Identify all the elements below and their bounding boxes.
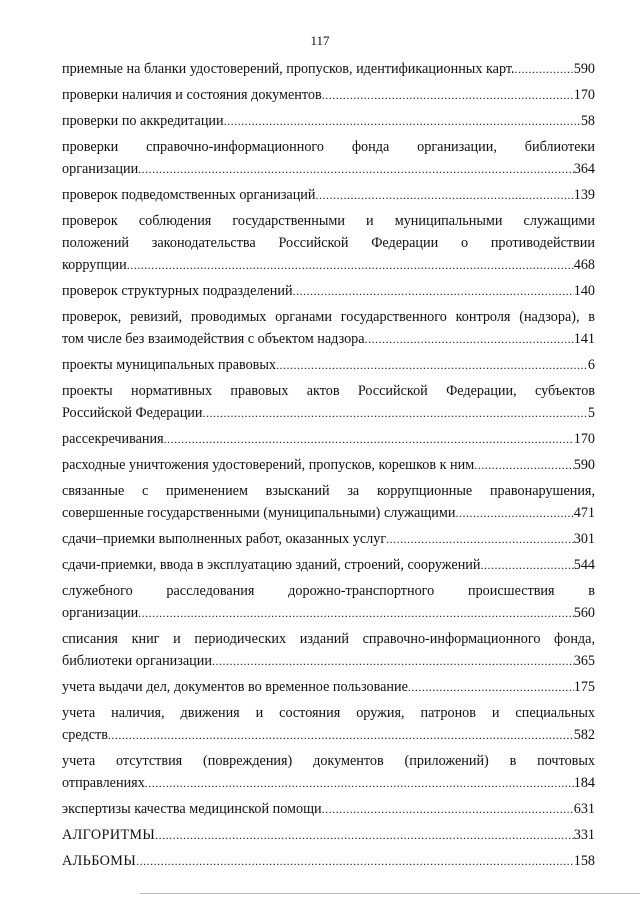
dot-leader <box>365 328 574 350</box>
page-reference: 141 <box>573 331 595 347</box>
page-reference: 184 <box>573 775 595 791</box>
entry-last-line <box>62 824 595 846</box>
index-entry <box>62 84 595 106</box>
entry-text: проверок подведомственных организаций <box>62 187 316 203</box>
dot-leader <box>276 354 588 376</box>
index-entry <box>62 110 595 132</box>
entry-last-line <box>62 650 595 672</box>
index-entry <box>62 136 595 180</box>
entry-text: организации <box>62 161 139 177</box>
entry-text-line: списания книг и периодических изданий справочно-информационного фонда, <box>62 631 595 647</box>
dot-leader <box>455 502 573 524</box>
dot-leader <box>322 84 574 106</box>
dot-leader <box>164 428 574 450</box>
page-reference: 58 <box>580 113 595 129</box>
entry-text: сдачи-приемки, ввода в эксплуатацию зданий, строений, сооружений <box>62 557 481 573</box>
dot-leader <box>108 724 574 746</box>
page-reference: 175 <box>573 679 595 695</box>
page-reference: 471 <box>573 505 595 521</box>
entry-last-line <box>62 58 595 80</box>
index-entry <box>62 750 595 794</box>
entry-last-line <box>62 724 595 746</box>
entry-last-line <box>62 428 595 450</box>
entry-last-line <box>62 772 595 794</box>
entry-text-line: проекты нормативных правовых актов Российской Федерации, субъектов <box>62 383 595 399</box>
dot-leader <box>322 798 574 820</box>
entry-last-line <box>62 850 595 872</box>
page-reference: 365 <box>573 653 595 669</box>
page-reference: 468 <box>573 257 595 273</box>
index-entry <box>62 58 595 80</box>
entry-text: том числе без взаимодействия с объектом надзора <box>62 331 365 347</box>
index-entry <box>62 628 595 672</box>
page-reference: 301 <box>573 531 595 547</box>
dot-leader <box>136 850 574 872</box>
page-reference: 6 <box>587 357 595 373</box>
entry-text: сдачи–приемки выполненных работ, оказанных услуг <box>62 531 387 547</box>
dot-leader <box>127 254 574 276</box>
page-reference: 170 <box>573 87 595 103</box>
entry-text: расходные уничтожения удостоверений, пропусков, корешков к ним <box>62 457 475 473</box>
entry-text: коррупции <box>62 257 127 273</box>
page-reference: 5 <box>587 405 595 421</box>
entry-text-line: учета наличия, движения и состояния оружия, патронов и специальных <box>62 705 595 721</box>
index-entry <box>62 702 595 746</box>
entry-text: проекты муниципальных правовых <box>62 357 277 373</box>
index-entry <box>62 676 595 698</box>
entry-text-line: связанные с применением взысканий за коррупционные правонарушения, <box>62 483 595 499</box>
page-reference: 331 <box>573 827 595 843</box>
entry-text: проверки наличия и состояния документов <box>62 87 322 103</box>
index-entry <box>62 428 595 450</box>
index-heading <box>62 824 595 846</box>
entry-last-line <box>62 676 595 698</box>
entry-last-line <box>62 798 595 820</box>
index-entry <box>62 306 595 350</box>
index-entry <box>62 380 595 424</box>
entry-text: учета выдачи дел, документов во временное пользование <box>62 679 408 695</box>
entry-last-line <box>62 280 595 302</box>
entry-text: проверки по аккредитации <box>62 113 224 129</box>
entry-last-line <box>62 454 595 476</box>
entry-text: приемные на бланки удостоверений, пропусков, идентификационных карт. <box>62 61 515 77</box>
index-entry <box>62 210 595 276</box>
entry-text: библиотеки организации <box>62 653 212 669</box>
bottom-divider <box>140 893 640 894</box>
entry-text: средств <box>62 727 108 743</box>
dot-leader <box>138 158 574 180</box>
page-reference: 590 <box>573 61 595 77</box>
index-heading <box>62 850 595 872</box>
entry-last-line <box>62 354 595 376</box>
page-reference: 139 <box>573 187 595 203</box>
index-entry <box>62 280 595 302</box>
entry-text-line: положений законодательства Российской Федерации о противодействии <box>62 235 595 251</box>
entry-last-line <box>62 502 595 524</box>
entry-text: Российской Федерации <box>62 405 203 421</box>
dot-leader <box>202 402 587 424</box>
index-entry <box>62 184 595 206</box>
dot-leader <box>212 650 574 672</box>
entry-text: организации <box>62 605 139 621</box>
entry-last-line <box>62 602 595 624</box>
page-number: 117 <box>310 33 330 48</box>
entry-text: АЛГОРИТМЫ <box>62 827 156 843</box>
page-reference: 590 <box>573 457 595 473</box>
dot-leader <box>408 676 574 698</box>
dot-leader <box>224 110 581 132</box>
dot-leader <box>293 280 574 302</box>
page-reference: 364 <box>573 161 595 177</box>
entry-text: экспертизы качества медицинской помощи <box>62 801 322 817</box>
index-entry <box>62 480 595 524</box>
index-entry <box>62 554 595 576</box>
entry-text: АЛЬБОМЫ <box>62 853 137 869</box>
entry-last-line <box>62 402 595 424</box>
page-reference: 544 <box>573 557 595 573</box>
index-entry <box>62 454 595 476</box>
dot-leader <box>316 184 574 206</box>
page-reference: 140 <box>573 283 595 299</box>
entry-text-line: проверок, ревизий, проводимых органами государственного контроля (надзора), в <box>62 309 595 325</box>
page-reference: 158 <box>573 853 595 869</box>
entry-last-line <box>62 328 595 350</box>
index-entry <box>62 580 595 624</box>
entry-text: отправлениях <box>62 775 145 791</box>
dot-leader <box>386 528 574 550</box>
dot-leader <box>145 772 574 794</box>
entry-last-line <box>62 254 595 276</box>
entry-text: проверок структурных подразделений <box>62 283 293 299</box>
dot-leader <box>474 454 573 476</box>
entry-last-line <box>62 110 595 132</box>
page-reference: 560 <box>573 605 595 621</box>
dot-leader <box>138 602 574 624</box>
entry-last-line <box>62 528 595 550</box>
page-reference: 631 <box>573 801 595 817</box>
entry-last-line <box>62 554 595 576</box>
index-entry <box>62 528 595 550</box>
entry-text-line: служебного расследования дорожно-транспортного происшествия в <box>62 583 595 599</box>
page-reference: 582 <box>573 727 595 743</box>
entry-text-line: учета отсутствия (повреждения) документов (приложений) в почтовых <box>62 753 595 769</box>
index-entry <box>62 354 595 376</box>
index-list <box>62 58 595 876</box>
index-entry <box>62 798 595 820</box>
entry-last-line <box>62 184 595 206</box>
page-reference: 170 <box>573 431 595 447</box>
dot-leader <box>480 554 573 576</box>
entry-last-line <box>62 84 595 106</box>
dot-leader <box>515 58 574 80</box>
entry-text-line: проверки справочно-информационного фонда организации, библиотеки <box>62 139 595 155</box>
entry-text-line: проверок соблюдения государственными и муниципальными служащими <box>62 213 595 229</box>
entry-text: рассекречивания <box>62 431 164 447</box>
entry-text: совершенные государственными (муниципальными) служащими <box>62 505 456 521</box>
dot-leader <box>155 824 574 846</box>
entry-last-line <box>62 158 595 180</box>
